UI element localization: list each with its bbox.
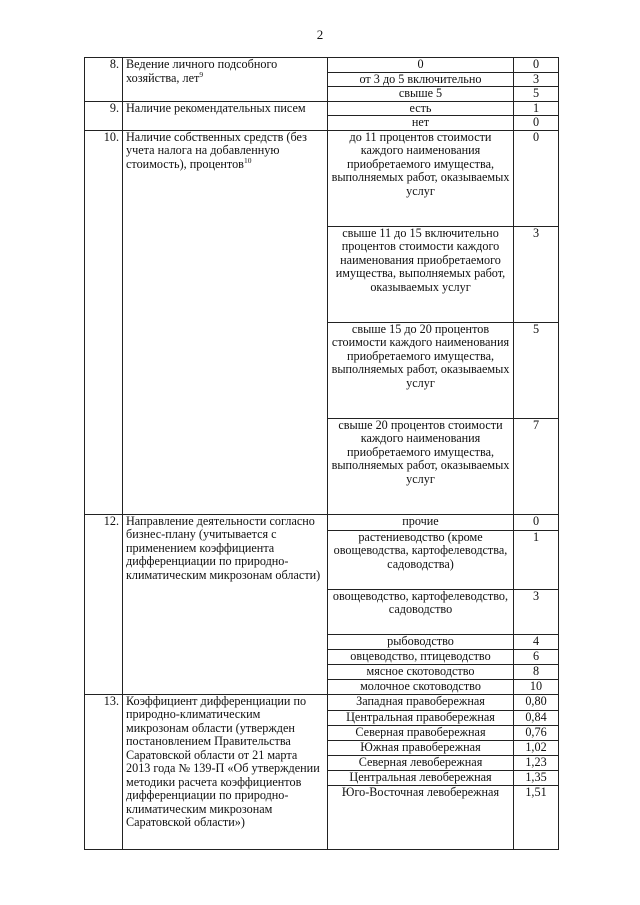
criterion-number: 12. <box>85 514 123 694</box>
option-label: Северная левобережная <box>328 755 514 770</box>
option-score: 1,35 <box>514 770 559 785</box>
option-label: Центральная левобережная <box>328 770 514 785</box>
table-row <box>85 694 559 710</box>
option-score: 0 <box>514 58 559 73</box>
option-score: 0,76 <box>514 725 559 740</box>
option-score: 0,84 <box>514 710 559 725</box>
criterion-number: 9. <box>85 101 123 130</box>
option-score: 6 <box>514 649 559 664</box>
criterion-name <box>123 101 328 130</box>
option-label: Центральная правобережная <box>328 710 514 725</box>
table-row <box>85 130 559 226</box>
option-label: овощеводство, картофелеводство, садоводство <box>328 589 514 634</box>
option-score: 3 <box>514 589 559 634</box>
option-score: 3 <box>514 72 559 87</box>
option-label: свыше 5 <box>328 87 514 102</box>
option-label: овцеводство, птицеводство <box>328 649 514 664</box>
option-score: 5 <box>514 87 559 102</box>
option-label: прочие <box>328 514 514 530</box>
option-label: есть <box>328 101 514 116</box>
option-label: растениеводство (кроме овощеводства, картофелеводства, садоводства) <box>328 530 514 589</box>
option-score: 1 <box>514 101 559 116</box>
criteria-table-body <box>85 58 559 850</box>
table-row <box>85 58 559 73</box>
option-score: 10 <box>514 679 559 694</box>
option-score: 1,02 <box>514 740 559 755</box>
option-label: свыше 20 процентов стоимости каждого наименования приобретаемого имущества, выполняемых работ, оказываемых услуг <box>328 418 514 514</box>
option-score: 8 <box>514 664 559 679</box>
criterion-name <box>123 514 328 694</box>
criterion-name-text: Направление деятельности согласно бизнес-плану (учитывается с применением коэффициента дифференциации по природно-климатическим микрозонам области) <box>126 513 321 582</box>
option-label: нет <box>328 116 514 131</box>
table-row <box>85 101 559 116</box>
option-score: 1,23 <box>514 755 559 770</box>
footnote-ref: 9 <box>199 69 204 79</box>
option-label: от 3 до 5 включительно <box>328 72 514 87</box>
option-score: 1 <box>514 530 559 589</box>
criterion-name-text: Коэффициент дифференциации по природно-климатическим микрозонам области (утвержден постановлением Правительства Саратовской области от 21 марта 2013 года № 139-П «Об утверждении методики расчета коэффициентов дифференциации по природно-климатическим микрозонам Саратовской области») <box>126 693 320 829</box>
option-label: рыбоводство <box>328 634 514 649</box>
option-label: до 11 процентов стоимости каждого наименования приобретаемого имущества, выполняемых работ, оказываемых услуг <box>328 130 514 226</box>
option-score: 7 <box>514 418 559 514</box>
criterion-name-text: Ведение личного подсобного хозяйства, лет <box>126 57 278 85</box>
table-row <box>85 514 559 530</box>
criterion-name <box>123 694 328 849</box>
option-label: мясное скотоводство <box>328 664 514 679</box>
option-label: Юго-Восточная левобережная <box>328 785 514 849</box>
criterion-name-text: Наличие собственных средств (без учета налога на добавленную стоимость), процентов <box>126 129 307 171</box>
page-number: 2 <box>316 27 324 42</box>
option-label: 0 <box>328 58 514 73</box>
criterion-number: 13. <box>85 694 123 849</box>
option-score: 0,80 <box>514 694 559 710</box>
option-score: 0 <box>514 116 559 131</box>
option-score: 0 <box>514 514 559 530</box>
option-label: свыше 11 до 15 включительно процентов стоимости каждого наименования приобретаемого имущества, выполняемых работ, оказываемых услуг <box>328 226 514 322</box>
option-label: Западная правобережная <box>328 694 514 710</box>
criterion-name <box>123 130 328 514</box>
option-label: молочное скотоводство <box>328 679 514 694</box>
option-score: 4 <box>514 634 559 649</box>
option-label: Северная правобережная <box>328 725 514 740</box>
criterion-name-text: Наличие рекомендательных писем <box>126 100 306 115</box>
criteria-table <box>84 57 559 850</box>
option-label: Южная правобережная <box>328 740 514 755</box>
option-score: 5 <box>514 322 559 418</box>
criterion-number: 8. <box>85 58 123 102</box>
option-score: 0 <box>514 130 559 226</box>
criterion-number: 10. <box>85 130 123 514</box>
footnote-ref: 10 <box>243 155 252 165</box>
option-score: 1,51 <box>514 785 559 849</box>
option-score: 3 <box>514 226 559 322</box>
criterion-name <box>123 58 328 102</box>
option-label: свыше 15 до 20 процентов стоимости каждого наименования приобретаемого имущества, выполняемых работ, оказываемых услуг <box>328 322 514 418</box>
